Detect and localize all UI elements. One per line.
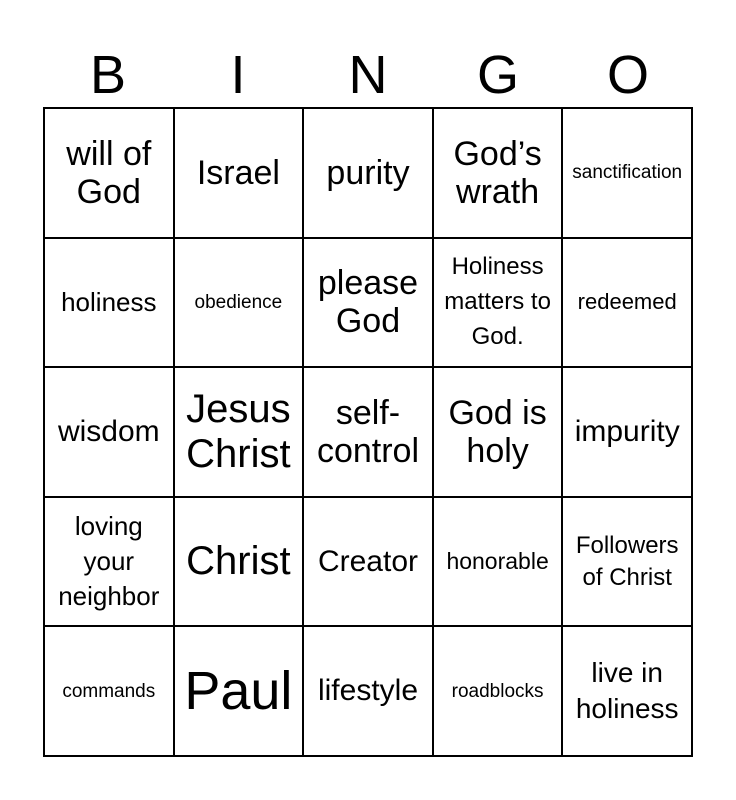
cell-text: Israel — [196, 153, 280, 192]
bingo-cell[interactable] — [175, 368, 305, 498]
cell-text: Followers of Christ — [575, 532, 679, 591]
bingo-cell[interactable] — [45, 239, 175, 369]
cell-text: God is holy — [448, 393, 547, 470]
bingo-cell[interactable] — [563, 368, 693, 498]
cell-text: Christ — [186, 539, 291, 584]
cell-text: loving your neighbor — [58, 510, 160, 612]
bingo-cell[interactable] — [434, 239, 564, 369]
bingo-cell[interactable] — [304, 368, 434, 498]
header-letter-g: G — [476, 45, 519, 105]
cell-text: commands — [62, 680, 156, 702]
cell-text: wisdom — [57, 415, 160, 449]
bingo-cell[interactable] — [45, 368, 175, 498]
bingo-cell[interactable] — [304, 498, 434, 628]
cell-text: lifestyle — [317, 674, 419, 708]
cell-text: please God — [317, 264, 419, 341]
cell-text: impurity — [574, 415, 680, 449]
cell-text: Jesus Christ — [186, 387, 291, 476]
bingo-cell[interactable] — [45, 109, 175, 239]
cell-text: God’s wrath — [453, 134, 542, 211]
bingo-card-grid — [43, 107, 693, 757]
header-letter-i: I — [230, 45, 246, 105]
cell-text: Holiness matters to God. — [444, 253, 551, 350]
cell-text: self-control — [316, 393, 420, 470]
cell-text: redeemed — [577, 289, 677, 315]
bingo-cell[interactable] — [563, 498, 693, 628]
bingo-cell[interactable] — [45, 498, 175, 628]
cell-text: obedience — [194, 291, 283, 313]
cell-text: honorable — [446, 547, 549, 574]
bingo-cell[interactable] — [434, 498, 564, 628]
bingo-header — [43, 42, 693, 108]
bingo-cell[interactable] — [434, 627, 564, 757]
bingo-cell[interactable] — [175, 239, 305, 369]
cell-text: will of God — [66, 134, 152, 211]
bingo-cell[interactable] — [434, 368, 564, 498]
cell-text: holiness — [61, 286, 157, 317]
cell-text: sanctification — [572, 162, 683, 184]
bingo-cell[interactable] — [175, 627, 305, 757]
cell-text: purity — [326, 153, 410, 192]
bingo-cell[interactable] — [175, 109, 305, 239]
bingo-cell[interactable] — [563, 239, 693, 369]
bingo-cell[interactable] — [304, 239, 434, 369]
bingo-cell[interactable] — [434, 109, 564, 239]
cell-text: live in holiness — [575, 657, 679, 725]
header-letter-b: B — [89, 45, 127, 105]
bingo-cell[interactable] — [304, 627, 434, 757]
cell-text: roadblocks — [451, 680, 544, 702]
bingo-cell[interactable] — [175, 498, 305, 628]
header-letter-n: N — [348, 45, 388, 105]
cell-text: Creator — [317, 544, 419, 578]
bingo-cell[interactable] — [563, 627, 693, 757]
bingo-cell[interactable] — [304, 109, 434, 239]
cell-text: Paul — [184, 660, 293, 721]
header-letter-o: O — [606, 45, 649, 105]
bingo-cell[interactable] — [45, 627, 175, 757]
bingo-cell[interactable] — [563, 109, 693, 239]
